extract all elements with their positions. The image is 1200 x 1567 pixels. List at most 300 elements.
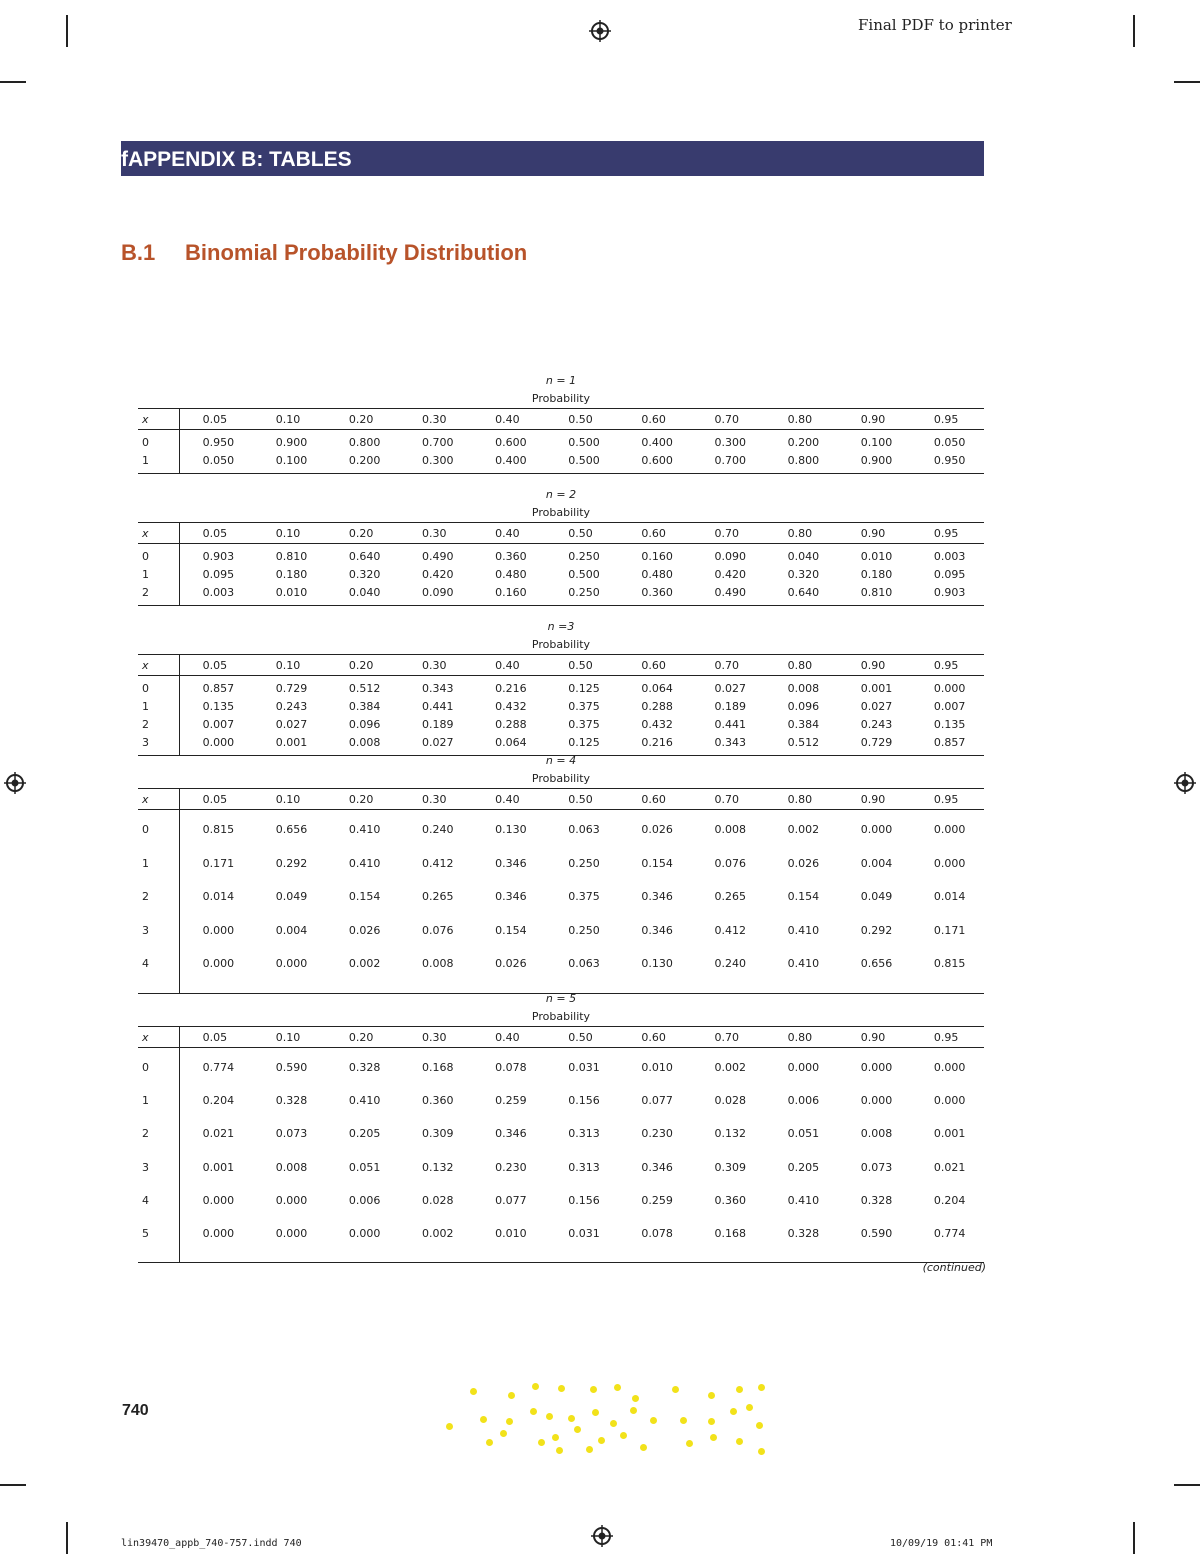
probability-cell: 0.078	[618, 1217, 691, 1263]
probability-cell: 0.000	[787, 1061, 820, 1075]
probability-cell: 0.441	[421, 699, 454, 713]
probability-cell: 0.259	[495, 1094, 527, 1108]
halftone-dot	[552, 1434, 559, 1441]
halftone-dot	[590, 1386, 597, 1393]
probability-cell: 0.010	[253, 583, 326, 606]
probability-cell: 0.010	[860, 549, 893, 563]
probability-cell: 0.078	[495, 1061, 527, 1075]
probability-cell: 0.309	[714, 1160, 746, 1174]
halftone-dot	[508, 1392, 515, 1399]
probability-cell: 0.205	[348, 1127, 381, 1141]
probability-cell: 0.400	[641, 435, 673, 449]
probability-column-header: 0.05	[179, 523, 253, 544]
probability-cell: 0.000	[326, 1217, 399, 1263]
probability-label: Probability	[531, 392, 591, 405]
probability-cell: 0.027	[860, 699, 893, 713]
probability-cell: 0.160	[472, 583, 545, 606]
table-header-row	[138, 655, 984, 676]
table-row	[138, 1084, 984, 1117]
probability-cell: 0.130	[618, 947, 691, 993]
x-value-cell: 2	[138, 583, 179, 606]
probability-cell: 0.063	[545, 947, 618, 993]
probability-cell: 0.441	[714, 717, 746, 731]
probability-cell: 0.590	[275, 1061, 308, 1075]
table-n-label: n = 5	[545, 992, 577, 1005]
probability-cell: 0.000	[179, 947, 253, 993]
probability-cell: 0.410	[348, 856, 381, 870]
table-n-label: n = 1	[545, 374, 577, 387]
probability-cell: 0.204	[933, 1193, 966, 1207]
crop-mark-left-lower	[0, 1484, 26, 1486]
x-value-cell: 0	[138, 1048, 179, 1085]
halftone-dot	[446, 1423, 453, 1430]
probability-column-header: 0.80	[765, 1027, 838, 1048]
probability-cell: 0.490	[691, 583, 764, 606]
probability-cell: 0.230	[495, 1160, 527, 1174]
probability-column-header: 0.90	[838, 655, 911, 676]
probability-cell: 0.292	[275, 856, 308, 870]
probability-cell: 0.204	[202, 1094, 235, 1108]
probability-column-header: 0.95	[911, 409, 984, 430]
halftone-dot	[686, 1440, 693, 1447]
halftone-dot	[586, 1446, 593, 1453]
probability-cell: 0.031	[545, 1217, 618, 1263]
probability-column-header: 0.20	[326, 789, 399, 810]
probability-cell: 0.600	[618, 451, 691, 474]
probability-cell: 0.384	[348, 699, 381, 713]
probability-cell: 0.700	[691, 451, 764, 474]
probability-cell: 0.288	[495, 717, 527, 731]
probability-cell: 0.021	[933, 1160, 966, 1174]
probability-cell: 0.375	[568, 890, 600, 904]
table-row	[138, 1217, 984, 1263]
probability-cell: 0.500	[568, 435, 600, 449]
section-heading	[121, 240, 527, 266]
probability-cell: 0.420	[421, 567, 454, 581]
table-row	[138, 1151, 984, 1184]
probability-cell: 0.008	[787, 681, 820, 695]
probability-cell: 0.077	[641, 1094, 673, 1108]
probability-column-header: 0.05	[179, 1027, 253, 1048]
probability-cell: 0.014	[933, 890, 966, 904]
probability-cell: 0.810	[275, 549, 308, 563]
appendix-banner: fAPPENDIX B: TABLES	[121, 141, 984, 176]
table-row	[138, 676, 984, 698]
x-value-cell: 1	[138, 1084, 179, 1117]
probability-cell: 0.360	[618, 583, 691, 606]
probability-cell: 0.100	[253, 451, 326, 474]
halftone-dot	[480, 1416, 487, 1423]
probability-cell: 0.729	[838, 733, 911, 756]
probability-cell: 0.132	[421, 1160, 454, 1174]
probability-column-header: 0.30	[399, 655, 472, 676]
probability-cell: 0.000	[860, 1094, 893, 1108]
probability-cell: 0.026	[787, 856, 820, 870]
binomial-table-1	[138, 372, 984, 474]
probability-column-header: 0.70	[691, 523, 764, 544]
probability-column-header: 0.80	[765, 409, 838, 430]
probability-cell: 0.300	[399, 451, 472, 474]
crop-mark-top-right	[1133, 15, 1135, 47]
probability-cell: 0.300	[714, 435, 746, 449]
probability-cell: 0.313	[568, 1127, 600, 1141]
probability-label: Probability	[531, 638, 591, 651]
halftone-dot	[470, 1388, 477, 1395]
probability-cell: 0.132	[714, 1127, 746, 1141]
probability-cell: 0.090	[399, 583, 472, 606]
probability-cell: 0.028	[714, 1094, 746, 1108]
probability-column-header: 0.60	[618, 409, 691, 430]
table-row	[138, 565, 984, 583]
halftone-dot	[746, 1404, 753, 1411]
probability-cell: 0.189	[714, 699, 746, 713]
binomial-table-2	[138, 486, 984, 606]
probability-cell: 0.903	[911, 583, 984, 606]
probability-cell: 0.021	[202, 1127, 235, 1141]
probability-column-header: 0.80	[765, 789, 838, 810]
probability-cell: 0.810	[838, 583, 911, 606]
probability-cell: 0.903	[202, 549, 235, 563]
probability-cell: 0.410	[765, 947, 838, 993]
halftone-dot	[568, 1415, 575, 1422]
probability-cell: 0.384	[787, 717, 820, 731]
probability-column-header: 0.70	[691, 409, 764, 430]
probability-cell: 0.774	[202, 1061, 235, 1075]
halftone-dot	[532, 1383, 539, 1390]
probability-cell: 0.154	[495, 923, 527, 937]
probability-column-header: 0.90	[838, 1027, 911, 1048]
x-column-header: x	[138, 1027, 179, 1048]
x-value-cell: 1	[138, 451, 179, 474]
probability-cell: 0.815	[202, 823, 235, 837]
probability-cell: 0.003	[933, 549, 966, 563]
probability-cell: 0.095	[933, 567, 966, 581]
section-title: Binomial Probability Distribution	[185, 240, 528, 265]
probability-column-header: 0.05	[179, 655, 253, 676]
halftone-dot	[614, 1384, 621, 1391]
probability-table	[138, 408, 984, 474]
probability-cell: 0.189	[421, 717, 454, 731]
probability-cell: 0.243	[860, 717, 893, 731]
probability-cell: 0.240	[691, 947, 764, 993]
probability-column-header: 0.95	[911, 523, 984, 544]
probability-column-header: 0.95	[911, 789, 984, 810]
probability-cell: 0.410	[787, 923, 820, 937]
probability-column-header: 0.50	[545, 789, 618, 810]
table-n-label: n = 2	[545, 488, 577, 501]
probability-cell: 0.000	[933, 681, 966, 695]
probability-cell: 0.051	[787, 1127, 820, 1141]
table-row	[138, 914, 984, 948]
registration-target-icon	[1174, 772, 1196, 794]
halftone-dot	[556, 1447, 563, 1454]
registration-target-icon	[591, 1525, 613, 1547]
probability-cell: 0.500	[568, 567, 600, 581]
probability-cell: 0.259	[641, 1193, 673, 1207]
probability-cell: 0.154	[641, 856, 673, 870]
probability-cell: 0.063	[568, 823, 600, 837]
probability-cell: 0.001	[253, 733, 326, 756]
halftone-dot	[630, 1407, 637, 1414]
halftone-dot	[610, 1420, 617, 1427]
probability-cell: 0.250	[568, 549, 600, 563]
probability-cell: 0.007	[933, 699, 966, 713]
probability-cell: 0.360	[714, 1193, 746, 1207]
registration-target-icon	[589, 20, 611, 42]
probability-cell: 0.950	[911, 451, 984, 474]
probability-cell: 0.156	[568, 1193, 600, 1207]
probability-cell: 0.375	[568, 699, 600, 713]
probability-cell: 0.205	[787, 1160, 820, 1174]
printer-note: Final PDF to printer	[858, 16, 1012, 34]
probability-cell: 0.010	[472, 1217, 545, 1263]
footer-timestamp: 10/09/19 01:41 PM	[890, 1538, 993, 1549]
probability-cell: 0.375	[568, 717, 600, 731]
probability-cell: 0.857	[911, 733, 984, 756]
halftone-dot	[708, 1418, 715, 1425]
probability-cell: 0.309	[421, 1127, 454, 1141]
probability-column-header: 0.50	[545, 1027, 618, 1048]
probability-cell: 0.343	[421, 681, 454, 695]
probability-cell: 0.412	[421, 856, 454, 870]
x-value-cell: 0	[138, 810, 179, 847]
probability-cell: 0.250	[545, 583, 618, 606]
probability-cell: 0.095	[202, 567, 235, 581]
x-value-cell: 3	[138, 914, 179, 948]
halftone-dot	[546, 1413, 553, 1420]
probability-cell: 0.004	[860, 856, 893, 870]
probability-column-header: 0.05	[179, 409, 253, 430]
probability-cell: 0.857	[202, 681, 235, 695]
probability-cell: 0.026	[641, 823, 673, 837]
probability-column-header: 0.60	[618, 1027, 691, 1048]
probability-cell: 0.265	[421, 890, 454, 904]
probability-cell: 0.000	[253, 947, 326, 993]
probability-cell: 0.004	[275, 923, 308, 937]
probability-cell: 0.076	[714, 856, 746, 870]
halftone-dot	[680, 1417, 687, 1424]
probability-cell: 0.800	[765, 451, 838, 474]
probability-cell: 0.480	[495, 567, 527, 581]
probability-column-header: 0.20	[326, 655, 399, 676]
table-row	[138, 451, 984, 474]
probability-cell: 0.240	[421, 823, 454, 837]
halftone-dot	[486, 1439, 493, 1446]
probability-cell: 0.168	[691, 1217, 764, 1263]
probability-column-header: 0.40	[472, 655, 545, 676]
x-value-cell: 4	[138, 1184, 179, 1217]
table-header-row	[138, 789, 984, 810]
probability-cell: 0.328	[765, 1217, 838, 1263]
probability-table	[138, 788, 984, 994]
x-column-header: x	[138, 523, 179, 544]
probability-cell: 0.001	[933, 1127, 966, 1141]
probability-cell: 0.346	[495, 1127, 527, 1141]
probability-cell: 0.800	[348, 435, 381, 449]
halftone-dot	[640, 1444, 647, 1451]
probability-cell: 0.125	[568, 681, 600, 695]
probability-cell: 0.000	[275, 1193, 308, 1207]
probability-cell: 0.328	[860, 1193, 893, 1207]
probability-column-header: 0.40	[472, 789, 545, 810]
probability-cell: 0.125	[545, 733, 618, 756]
halftone-dot	[574, 1426, 581, 1433]
x-value-cell: 1	[138, 565, 179, 583]
probability-cell: 0.500	[545, 451, 618, 474]
table-n-label: n =3	[547, 620, 575, 633]
probability-column-header: 0.95	[911, 1027, 984, 1048]
probability-column-header: 0.70	[691, 1027, 764, 1048]
probability-cell: 0.410	[348, 1094, 381, 1108]
probability-cell: 0.900	[838, 451, 911, 474]
x-value-cell: 0	[138, 676, 179, 698]
probability-cell: 0.051	[348, 1160, 381, 1174]
probability-cell: 0.076	[421, 923, 454, 937]
x-value-cell: 1	[138, 697, 179, 715]
probability-cell: 0.346	[641, 923, 673, 937]
probability-cell: 0.346	[641, 890, 673, 904]
probability-column-header: 0.10	[253, 409, 326, 430]
probability-cell: 0.002	[399, 1217, 472, 1263]
probability-cell: 0.216	[495, 681, 527, 695]
probability-cell: 0.100	[860, 435, 893, 449]
probability-column-header: 0.30	[399, 523, 472, 544]
probability-cell: 0.815	[911, 947, 984, 993]
probability-cell: 0.200	[326, 451, 399, 474]
probability-cell: 0.000	[202, 1193, 235, 1207]
probability-cell: 0.320	[787, 567, 820, 581]
probability-column-header: 0.40	[472, 523, 545, 544]
crop-mark-bottom-left	[66, 1522, 68, 1554]
probability-cell: 0.077	[495, 1193, 527, 1207]
probability-cell: 0.008	[714, 823, 746, 837]
page-number: 740	[122, 1402, 149, 1419]
probability-cell: 0.480	[641, 567, 673, 581]
halftone-dot	[500, 1430, 507, 1437]
x-value-cell: 0	[138, 430, 179, 452]
probability-cell: 0.002	[326, 947, 399, 993]
probability-label: Probability	[531, 1010, 591, 1023]
table-header-row	[138, 523, 984, 544]
halftone-dot	[708, 1392, 715, 1399]
probability-cell: 0.049	[275, 890, 308, 904]
probability-cell: 0.135	[933, 717, 966, 731]
binomial-table-4	[138, 752, 984, 994]
probability-cell: 0.346	[641, 1160, 673, 1174]
probability-cell: 0.343	[691, 733, 764, 756]
probability-column-header: 0.60	[618, 523, 691, 544]
probability-column-header: 0.20	[326, 1027, 399, 1048]
probability-column-header: 0.70	[691, 655, 764, 676]
probability-cell: 0.027	[399, 733, 472, 756]
probability-cell: 0.512	[348, 681, 381, 695]
probability-cell: 0.328	[348, 1061, 381, 1075]
probability-column-header: 0.95	[911, 655, 984, 676]
probability-column-header: 0.30	[399, 409, 472, 430]
table-heading	[138, 618, 984, 654]
halftone-dot	[672, 1386, 679, 1393]
table-heading	[138, 990, 984, 1026]
probability-cell: 0.040	[787, 549, 820, 563]
section-number: B.1	[121, 240, 156, 265]
halftone-dot	[736, 1438, 743, 1445]
probability-cell: 0.346	[495, 890, 527, 904]
table-row	[138, 947, 984, 993]
registration-target-icon	[4, 772, 26, 794]
probability-cell: 0.400	[472, 451, 545, 474]
probability-cell: 0.026	[348, 923, 381, 937]
probability-cell: 0.590	[838, 1217, 911, 1263]
halftone-dot	[650, 1417, 657, 1424]
probability-cell: 0.328	[275, 1094, 308, 1108]
probability-cell: 0.180	[860, 567, 893, 581]
probability-cell: 0.250	[568, 923, 600, 937]
probability-cell: 0.000	[933, 823, 966, 837]
probability-column-header: 0.50	[545, 409, 618, 430]
probability-cell: 0.001	[860, 681, 893, 695]
table-header-row	[138, 1027, 984, 1048]
probability-cell: 0.216	[618, 733, 691, 756]
probability-cell: 0.000	[860, 1061, 893, 1075]
probability-cell: 0.412	[714, 923, 746, 937]
probability-cell: 0.243	[275, 699, 308, 713]
table-row	[138, 715, 984, 733]
probability-cell: 0.900	[275, 435, 308, 449]
halftone-dot	[758, 1448, 765, 1455]
probability-column-header: 0.90	[838, 409, 911, 430]
probability-cell: 0.010	[641, 1061, 673, 1075]
probability-column-header: 0.80	[765, 655, 838, 676]
probability-table	[138, 522, 984, 606]
probability-cell: 0.000	[860, 823, 893, 837]
probability-column-header: 0.30	[399, 789, 472, 810]
probability-cell: 0.000	[253, 1217, 326, 1263]
probability-cell: 0.432	[495, 699, 527, 713]
halftone-dot	[592, 1409, 599, 1416]
probability-table	[138, 654, 984, 756]
probability-cell: 0.420	[714, 567, 746, 581]
halftone-dot	[736, 1386, 743, 1393]
probability-cell: 0.007	[202, 717, 235, 731]
probability-label: Probability	[531, 506, 591, 519]
x-value-cell: 5	[138, 1217, 179, 1263]
probability-column-header: 0.05	[179, 789, 253, 810]
x-value-cell: 3	[138, 733, 179, 756]
probability-cell: 0.050	[933, 435, 966, 449]
probability-cell: 0.008	[275, 1160, 308, 1174]
probability-cell: 0.096	[787, 699, 820, 713]
x-column-header: x	[138, 789, 179, 810]
x-value-cell: 2	[138, 1117, 179, 1150]
probability-cell: 0.360	[421, 1094, 454, 1108]
table-row	[138, 1117, 984, 1150]
table-row	[138, 697, 984, 715]
halftone-dot	[558, 1385, 565, 1392]
table-row	[138, 1184, 984, 1217]
halftone-dot	[506, 1418, 513, 1425]
x-value-cell: 1	[138, 847, 179, 881]
probability-column-header: 0.90	[838, 789, 911, 810]
crop-mark-right-upper	[1174, 81, 1200, 83]
probability-cell: 0.027	[275, 717, 308, 731]
probability-cell: 0.000	[179, 1217, 253, 1263]
probability-cell: 0.360	[495, 549, 527, 563]
probability-cell: 0.154	[348, 890, 381, 904]
probability-cell: 0.031	[568, 1061, 600, 1075]
probability-cell: 0.008	[399, 947, 472, 993]
x-value-cell: 2	[138, 715, 179, 733]
probability-cell: 0.008	[326, 733, 399, 756]
